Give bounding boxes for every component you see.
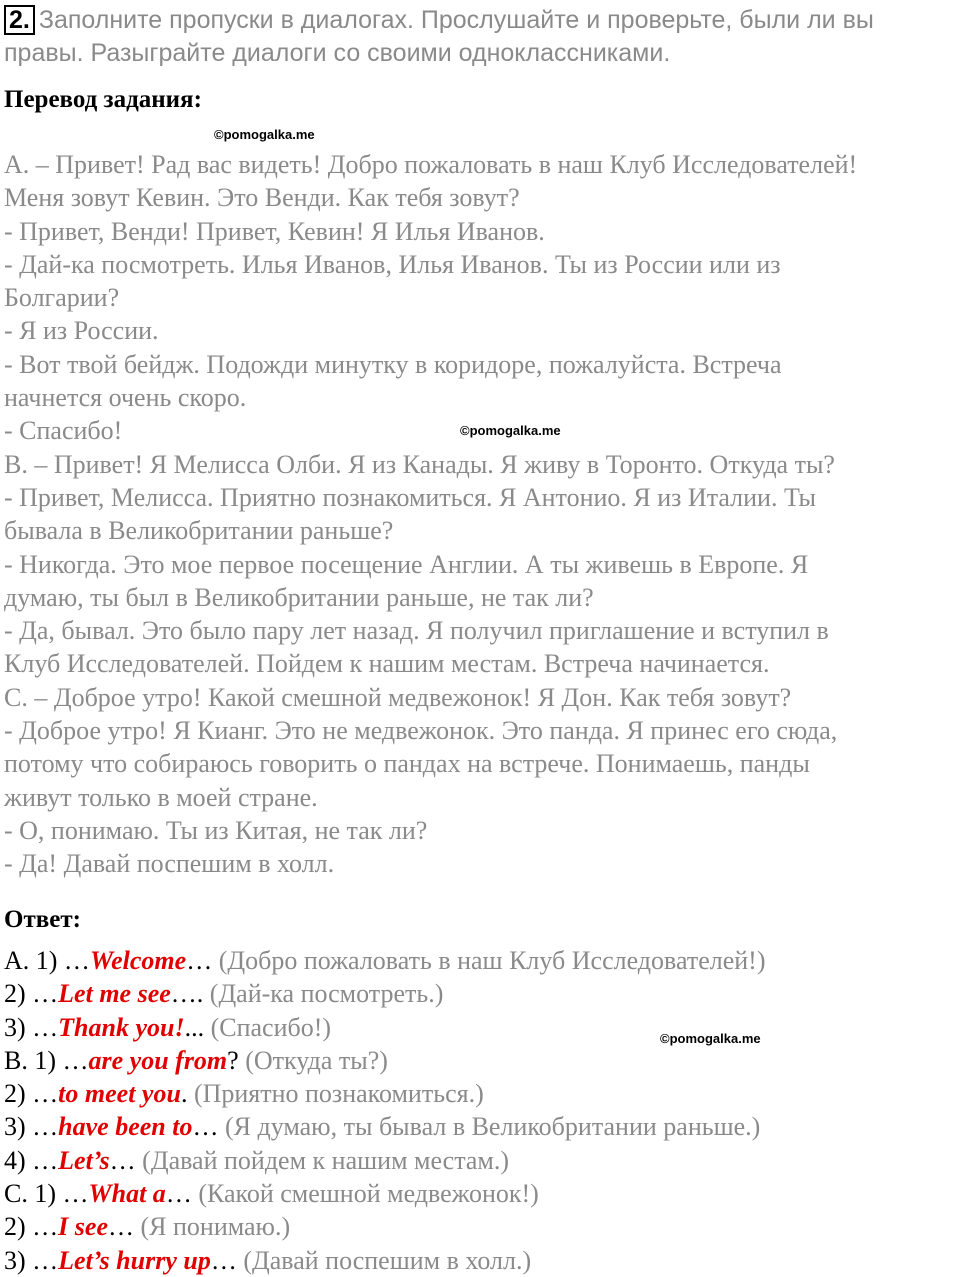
answer-translation: (Спасибо!) [204, 1012, 332, 1042]
answer-item [4, 1210, 959, 1243]
answer-translation: (Добро пожаловать в наш Клуб Исследователей!) [212, 946, 766, 975]
answer-translation: (Какой смешной медвежонок!) [191, 1179, 539, 1209]
task-text: Заполните пропуски в диалогах. Прослушайте и проверьте, были ли вы правы. Разыграйте диалоги со своими одноклассниками. [4, 6, 874, 67]
answer-translation: (Я думаю, ты бывал в Великобритании раньше.) [218, 1112, 761, 1142]
answer-phrase: Welcome [89, 946, 187, 975]
translation-line: C. – Доброе утро! Какой смешной медвежонок! Я Дон. Как тебя зовут? [4, 682, 792, 712]
watermark: ©pomogalka.me [660, 1031, 761, 1046]
answer-prefix: 2) … [4, 979, 59, 1009]
answer-item [4, 944, 959, 977]
translation-line: B. – Привет! Я Мелисса Олби. Я из Канады. Я живу в Торонто. Откуда ты? [4, 449, 835, 479]
answer-phrase: What a [88, 1179, 166, 1209]
translation-line: - Доброе утро! Я Кианг. Это не медвежонок. Это панда. Я принес его сюда, [4, 716, 838, 746]
answer-prefix: B. 1) … [4, 1045, 89, 1075]
answer-translation: (Давай поспешим в холл.) [236, 1245, 532, 1275]
answer-item [4, 977, 959, 1010]
answer-prefix: 2) … [4, 1079, 59, 1109]
answer-suffix: … [109, 1145, 136, 1175]
translation-line: Клуб Исследователей. Пойдем к нашим местам. Встреча начинается. [4, 649, 770, 679]
watermark: ©pomogalka.me [460, 423, 561, 438]
translation-line: Меня зовут Кевин. Это Венди. Как тебя зовут? [4, 183, 520, 213]
translation-line: - Вот твой бейдж. Подожди минутку в коридоре, пожалуйста. Встреча [4, 349, 782, 379]
answer-suffix: ... [184, 1012, 205, 1042]
translation-line: A. – Привет! Рад вас видеть! Добро пожаловать в наш Клуб Исследователей! [4, 150, 858, 179]
answer-phrase: Let’s [58, 1145, 110, 1175]
translation-line: - О, понимаю. Ты из Китая, не так ли? [4, 815, 428, 845]
answer-phrase: to meet you [58, 1079, 181, 1109]
answer-prefix: A. 1) … [4, 946, 90, 975]
answer-translation: (Приятно познакомиться.) [187, 1079, 484, 1109]
translation-line: - Никогда. Это мое первое посещение Англии. А ты живешь в Европе. Я [4, 549, 809, 579]
answer-translation: (Дай-ка посмотреть.) [203, 979, 444, 1009]
answer-prefix: 4) … [4, 1145, 59, 1175]
answer-prefix: C. 1) … [4, 1179, 89, 1209]
translation-line: - Привет, Мелисса. Приятно познакомиться. Я Антонио. Я из Италии. Ты [4, 482, 817, 512]
translation-line: потому что собираюсь говорить о пандах на встрече. Понимаешь, панды [4, 749, 810, 779]
answer-prefix: 2) … [4, 1212, 59, 1242]
translation-line: живут только в моей стране. [4, 782, 318, 812]
answer-item [4, 1144, 959, 1177]
answer-item [4, 1110, 959, 1143]
answer-suffix: ? [227, 1045, 239, 1075]
task-number: 2. [4, 5, 35, 35]
translation-line: - Привет, Венди! Привет, Кевин! Я Илья Иванов. [4, 216, 545, 246]
answer-item [4, 1077, 959, 1110]
translation-line: - Спасибо! [4, 416, 123, 446]
answer-suffix: … [108, 1212, 134, 1242]
translation-line: - Я из России. [4, 316, 159, 346]
answer-prefix: 3) … [4, 1245, 59, 1275]
translation-line: начнется очень скоро. [4, 383, 247, 413]
answer-suffix: … [165, 1179, 192, 1209]
answer-phrase: Let me see [58, 979, 171, 1009]
answer-translation: (Откуда ты?) [238, 1045, 388, 1075]
answer-suffix: … [186, 946, 213, 975]
translation-line: думаю, ты был в Великобритании раньше, не так ли? [4, 582, 594, 612]
answer-item [4, 1177, 959, 1210]
translation-line: Болгарии? [4, 283, 120, 313]
answer-suffix: …. [170, 979, 204, 1009]
answer-list [4, 944, 959, 1277]
translation-line: - Да! Давай поспешим в холл. [4, 849, 335, 879]
task-instruction [4, 4, 954, 70]
translation-line: - Да, бывал. Это было пару лет назад. Я получил приглашение и вступил в [4, 616, 829, 646]
answer-phrase: have been to [58, 1112, 193, 1142]
answer-prefix: 3) … [4, 1012, 59, 1042]
translation-heading: Перевод задания: [4, 86, 202, 113]
translation-line: - Дай-ка посмотреть. Илья Иванов, Илья Иванов. Ты из России или из [4, 249, 781, 279]
answer-prefix: 3) … [4, 1112, 59, 1142]
answer-phrase: are you from [88, 1045, 228, 1075]
answer-item [4, 1044, 959, 1077]
answer-item [4, 1244, 959, 1277]
answer-suffix: … [210, 1245, 237, 1275]
answer-phrase: Let’s hurry up [58, 1245, 211, 1275]
answer-phrase: Thank you! [58, 1012, 185, 1042]
answer-phrase: I see [58, 1212, 108, 1242]
answer-item [4, 1011, 959, 1044]
answer-heading: Ответ: [4, 906, 81, 933]
answer-translation: (Я понимаю.) [134, 1212, 291, 1242]
translation-line: бывала в Великобритании раньше? [4, 516, 394, 546]
answer-suffix: … [192, 1112, 219, 1142]
watermark: ©pomogalka.me [214, 127, 315, 142]
translation-text [4, 148, 959, 881]
answer-suffix: . [180, 1079, 188, 1109]
answer-translation: (Давай пойдем к нашим местам.) [135, 1145, 510, 1175]
